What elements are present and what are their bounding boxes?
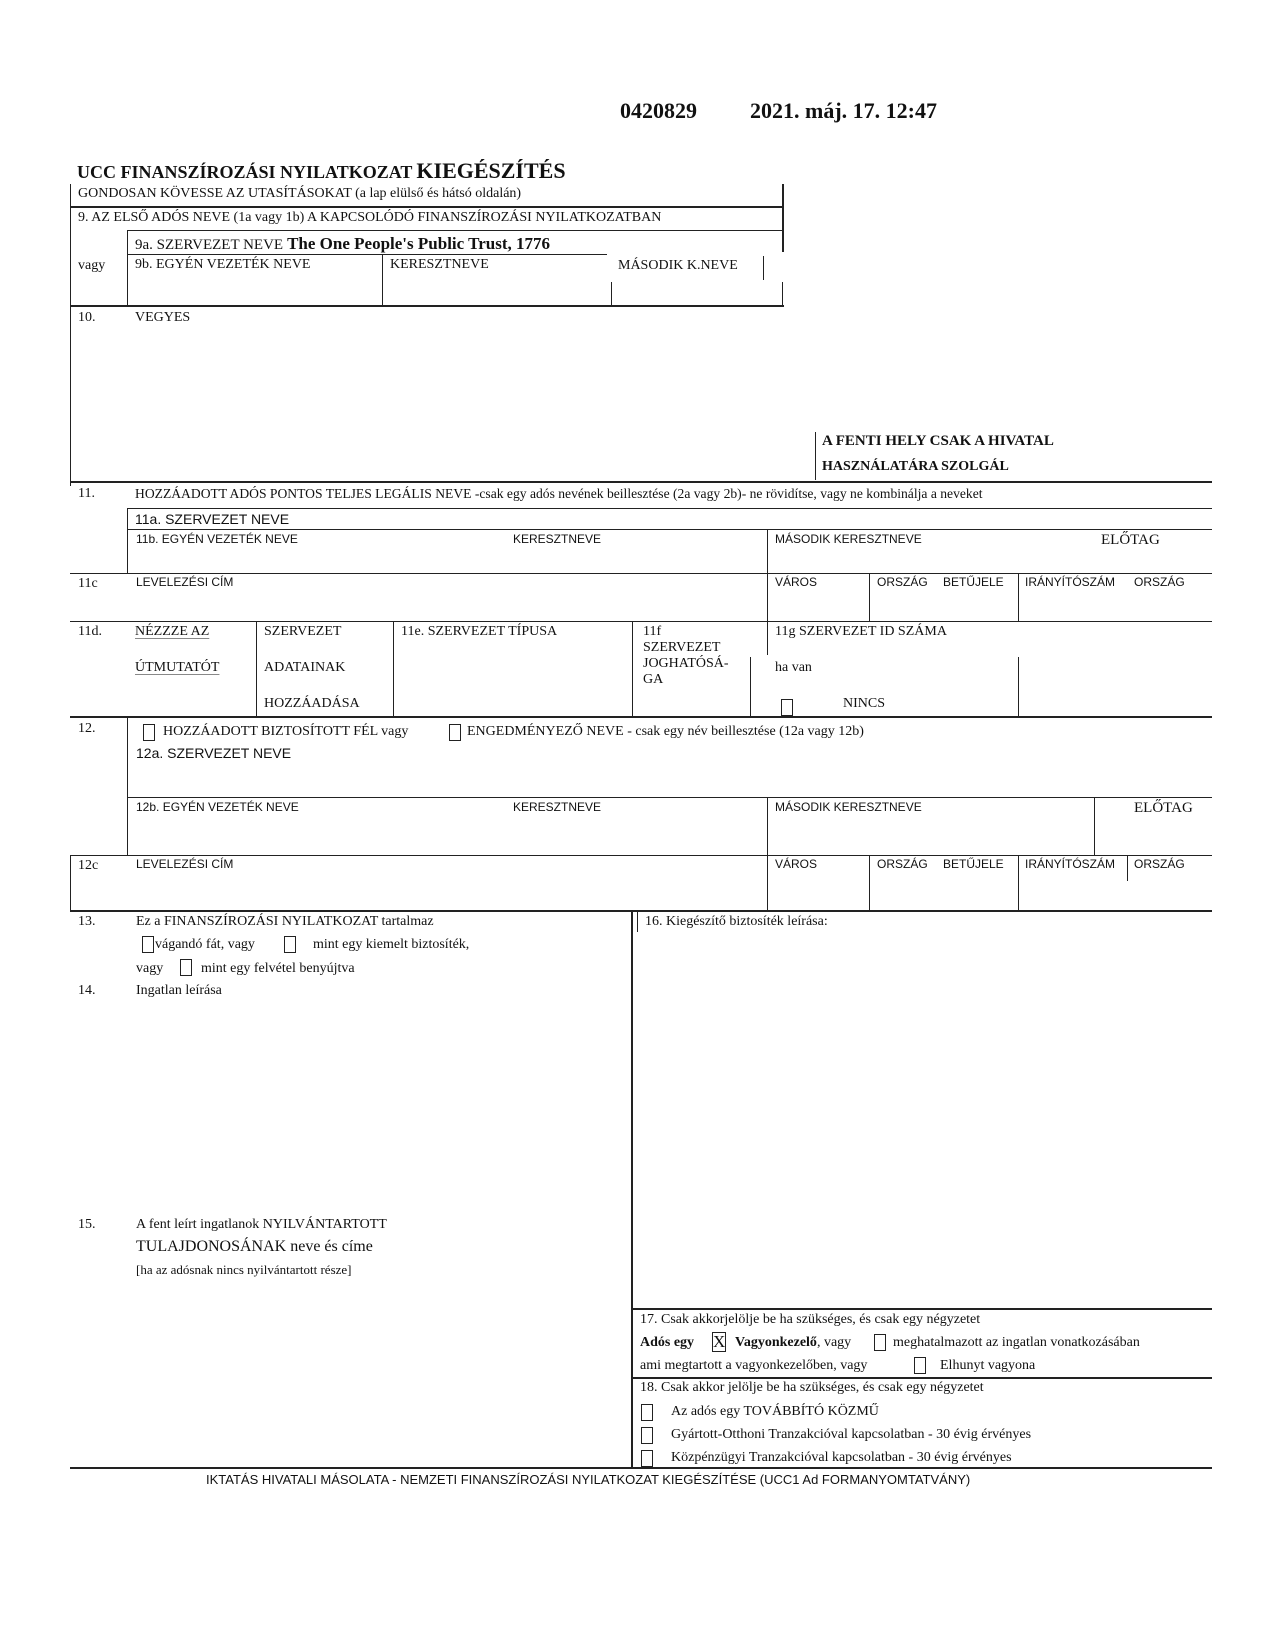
- section9-or: vagy: [78, 258, 106, 273]
- assignor-label: ENGEDMÉNYEZŐ NEVE - csak egy név beillesztése (12a vagy 12b): [467, 724, 864, 739]
- form-rule-line: [869, 855, 870, 911]
- form-rule-line: [763, 256, 764, 280]
- form-rule-line: [1094, 797, 1095, 856]
- timber-checkbox[interactable]: [142, 936, 154, 953]
- form-rule-line: [767, 573, 768, 621]
- section11c-zip[interactable]: IRÁNYÍTÓSZÁM: [1025, 575, 1116, 589]
- section10-label: VEGYES: [135, 310, 191, 325]
- trustee-group: [735, 1335, 851, 1351]
- org-info-line2: ADATAINAK: [264, 660, 346, 675]
- form-rule-line: [127, 797, 1212, 798]
- trustee-label: Vagyonkezelő: [735, 1335, 817, 1350]
- fixture-checkbox[interactable]: [284, 936, 296, 953]
- form-rule-line: [127, 508, 128, 574]
- filing-timestamp: 2021. máj. 17. 12:47: [750, 98, 937, 123]
- section13-label: Ez a FINANSZÍROZÁSI NYILATKOZAT tartalmaz: [136, 914, 434, 929]
- section12-options: [163, 724, 408, 740]
- decedent-label: Elhunyt vagyona: [940, 1358, 1036, 1373]
- section12-or: vagy: [381, 724, 409, 739]
- form-rule-line: [127, 230, 783, 231]
- section11b-suffix[interactable]: ELŐTAG: [1101, 532, 1160, 548]
- form-rule-line: [127, 508, 1212, 509]
- jurisdiction-line4: GA: [643, 672, 664, 687]
- section11c-mailing-address[interactable]: LEVELEZÉSI CÍM: [136, 575, 234, 589]
- form-rule-line: [393, 621, 394, 717]
- trustee-checkbox[interactable]: X: [713, 1332, 726, 1351]
- form-rule-line: [127, 230, 128, 305]
- org-info-line1: SZERVEZET: [264, 624, 342, 639]
- section11b-first-name[interactable]: KERESZTNEVE: [513, 532, 602, 546]
- section10-number: 10.: [78, 310, 96, 325]
- office-use-line1: A FENTI HELY CSAK A HIVATAL: [822, 433, 1054, 449]
- section9-label: 9. AZ ELSŐ ADÓS NEVE (1a vagy 1b) A KAPCSOLÓDÓ FINANSZÍROZÁSI NYILATKOZATBAN: [78, 210, 662, 225]
- form-rule-line: [256, 621, 257, 717]
- form-rule-line: [70, 206, 71, 486]
- section13-number: 13.: [78, 914, 96, 929]
- form-rule-line: [815, 432, 816, 480]
- jurisdiction-line3: JOGHATÓSÁ-: [643, 656, 729, 671]
- as-extracted-checkbox[interactable]: [180, 959, 192, 976]
- decedent-checkbox[interactable]: [914, 1357, 926, 1374]
- form-rule-line: [1127, 855, 1128, 881]
- section9b-middle-name[interactable]: MÁSODIK K.NEVE: [618, 258, 738, 273]
- form-rule-line: [1018, 657, 1019, 717]
- section11b-middle-name[interactable]: MÁSODIK KERESZTNEVE: [775, 532, 922, 546]
- jurisdiction-line2: SZERVEZET: [643, 640, 721, 655]
- manufactured-home-label: Gyártott-Otthoni Tranzakcióval kapcsolatban - 30 évig érvényes: [671, 1427, 1032, 1442]
- form-rule-line: [782, 184, 784, 252]
- form-rule-line: [70, 481, 1212, 483]
- section14-number: 14.: [78, 983, 96, 998]
- form-rule-line: [869, 573, 870, 621]
- form-rule-line: [127, 718, 128, 856]
- section12c-state[interactable]: ORSZÁG: [877, 857, 928, 871]
- section12c-number: 12c: [78, 858, 99, 873]
- org-info-line3: HOZZÁADÁSA: [264, 696, 360, 711]
- section12a-org-name[interactable]: 12a. SZERVEZET NEVE: [136, 745, 292, 761]
- section11a-org-name[interactable]: 11a. SZERVEZET NEVE: [135, 511, 290, 527]
- form-rule-line: [70, 910, 1212, 912]
- form-rule-line: [70, 855, 1212, 856]
- section11f-jurisdiction[interactable]: [643, 624, 729, 688]
- form-rule-line: [70, 716, 1212, 718]
- timber-label: vágandó fát, vagy: [155, 937, 255, 952]
- section12c-country[interactable]: ORSZÁG: [1134, 857, 1185, 871]
- section12b-last-name[interactable]: 12b. EGYÉN VEZETÉK NEVE: [136, 800, 299, 814]
- footer-copy-label: IKTATÁS HIVATALI MÁSOLATA - NEMZETI FINANSZÍROZÁSI NYILATKOZAT KIEGÉSZÍTÉSE (UCC1 Ad FORMANYOMTATVÁNY): [206, 1472, 971, 1487]
- form-rule-line: [127, 254, 607, 255]
- section12c-city[interactable]: VÁROS: [775, 857, 818, 871]
- section11c-country[interactable]: ORSZÁG: [1134, 575, 1185, 589]
- form-rule-line: [767, 797, 768, 856]
- form-rule-line: [1018, 573, 1019, 621]
- section14-label[interactable]: Ingatlan leírása: [136, 983, 222, 998]
- form-rule-line: [632, 621, 633, 717]
- form-rule-line: [70, 206, 784, 208]
- section12c-mailing-address[interactable]: LEVELEZÉSI CÍM: [136, 857, 234, 871]
- debtor-is-label: Adós egy: [640, 1335, 695, 1350]
- see-instructions-link-line2[interactable]: ÚTMUTATÓT: [135, 660, 220, 675]
- section12c-state-code: BETŰJELE: [943, 857, 1004, 871]
- section9a-label: 9a. SZERVEZET NEVE: [135, 237, 284, 253]
- none-checkbox[interactable]: [781, 699, 793, 716]
- section12b-first-name[interactable]: KERESZTNEVE: [513, 800, 602, 814]
- form-rule-line: [70, 305, 784, 307]
- form-rule-line: [70, 184, 71, 208]
- form-title-suffix: KIEGÉSZÍTÉS: [416, 158, 566, 183]
- secured-party-checkbox[interactable]: [143, 724, 155, 741]
- section13-or: vagy: [136, 961, 164, 976]
- manufactured-home-checkbox[interactable]: [641, 1427, 653, 1444]
- form-rule-line: [631, 1377, 1212, 1379]
- form-rule-line: [70, 573, 1212, 574]
- public-finance-checkbox[interactable]: [641, 1450, 653, 1467]
- form-rule-line: [1018, 855, 1019, 911]
- assignor-checkbox[interactable]: [449, 724, 461, 741]
- form-rule-line: [382, 254, 383, 305]
- trustee-or: , vagy: [816, 1335, 852, 1350]
- acting-checkbox[interactable]: [874, 1334, 886, 1351]
- section11c-city[interactable]: VÁROS: [775, 575, 818, 589]
- section12c-zip[interactable]: IRÁNYÍTÓSZÁM: [1025, 857, 1116, 871]
- section15-number: 15.: [78, 1217, 96, 1232]
- fixture-label: mint egy kiemelt biztosíték,: [313, 937, 470, 952]
- section18-label: 18. Csak akkor jelölje be ha szükséges, és csak egy négyzetet: [640, 1380, 984, 1395]
- held-in-trust-label: ami megtartott a vagyonkezelőben, vagy: [640, 1358, 868, 1373]
- instructions-text: GONDOSAN KÖVESSE AZ UTASÍTÁSOKAT (a lap elülső és hátsó oldalán): [78, 186, 522, 201]
- file-number: 0420829: [620, 98, 697, 123]
- acting-label: meghatalmazott az ingatlan vonatkozásában: [893, 1335, 1140, 1350]
- section11c-state[interactable]: ORSZÁG: [877, 575, 928, 589]
- form-rule-line: [70, 855, 71, 911]
- form-rule-line: [127, 529, 1212, 530]
- jurisdiction-line1: 11f: [643, 624, 662, 639]
- section15-line2: TULAJDONOSÁNAK neve és címe: [136, 1238, 373, 1255]
- transmitting-utility-checkbox[interactable]: [641, 1404, 653, 1421]
- see-instructions-link-line1[interactable]: NÉZZZE AZ: [135, 624, 210, 639]
- org-id-if-any: ha van: [775, 660, 812, 675]
- section11e-org-type[interactable]: 11e. SZERVEZET TÍPUSA: [401, 624, 558, 639]
- form-rule-line: [70, 1467, 1212, 1469]
- section11c-state-code: BETŰJELE: [943, 575, 1004, 589]
- form-rule-line: [767, 529, 768, 574]
- section11b-last-name[interactable]: 11b. EGYÉN VEZETÉK NEVE: [136, 532, 298, 546]
- secured-party-label: HOZZÁADOTT BIZTOSÍTOTT FÉL: [163, 724, 378, 739]
- section9a-value: The One People's Public Trust, 1776: [287, 234, 550, 253]
- form-rule-line: [70, 621, 1212, 622]
- section11d-number: 11d.: [78, 624, 102, 639]
- form-rule-line: [611, 282, 612, 305]
- form-rule-line: [767, 855, 768, 911]
- form-rule-line: [631, 912, 633, 1468]
- section12-number: 12.: [78, 721, 96, 736]
- public-finance-label: Közpénzügyi Tranzakcióval kapcsolatban - 30 évig érvényes: [671, 1450, 1012, 1465]
- section11g-org-id[interactable]: 11g SZERVEZET ID SZÁMA: [775, 624, 947, 639]
- section9b-last-name[interactable]: 9b. EGYÉN VEZETÉK NEVE: [135, 257, 311, 272]
- as-extracted-label: mint egy felvétel benyújtva: [201, 961, 355, 976]
- form-title: [77, 158, 566, 184]
- form-rule-line: [637, 912, 638, 932]
- section11-number: 11.: [78, 486, 95, 501]
- office-use-line2: HASZNÁLATÁRA SZOLGÁL: [822, 459, 1009, 474]
- section9a-field[interactable]: [135, 234, 550, 254]
- form-rule-line: [750, 657, 751, 717]
- section17-label: 17. Csak akkorjelölje be ha szükséges, és csak egy négyzetet: [640, 1312, 981, 1327]
- form-title-prefix: UCC FINANSZÍROZÁSI NYILATKOZAT: [77, 162, 413, 182]
- form-rule-line: [631, 1308, 1212, 1310]
- section9b-first-name[interactable]: KERESZTNEVE: [390, 257, 489, 272]
- section11-label: HOZZÁADOTT ADÓS PONTOS TELJES LEGÁLIS NEVE -csak egy adós nevének beillesztése (2a vagy 2b)- ne rövidítse, vagy ne kombinálja a neveket: [135, 486, 983, 501]
- form-rule-line: [767, 621, 768, 655]
- section11c-number: 11c: [78, 576, 98, 591]
- section12b-suffix[interactable]: ELŐTAG: [1134, 800, 1193, 816]
- form-rule-line: [782, 282, 783, 305]
- section12b-middle-name[interactable]: MÁSODIK KERESZTNEVE: [775, 800, 922, 814]
- transmitting-utility-label: Az adós egy TOVÁBBÍTÓ KÖZMŰ: [671, 1404, 879, 1419]
- none-label: NINCS: [843, 696, 886, 711]
- section15-line1: A fent leírt ingatlanok NYILVÁNTARTOTT: [136, 1217, 387, 1232]
- section15-line3: [ha az adósnak nincs nyilvántartott része]: [136, 1262, 352, 1277]
- section16-label[interactable]: 16. Kiegészítő biztosíték leírása:: [645, 914, 828, 929]
